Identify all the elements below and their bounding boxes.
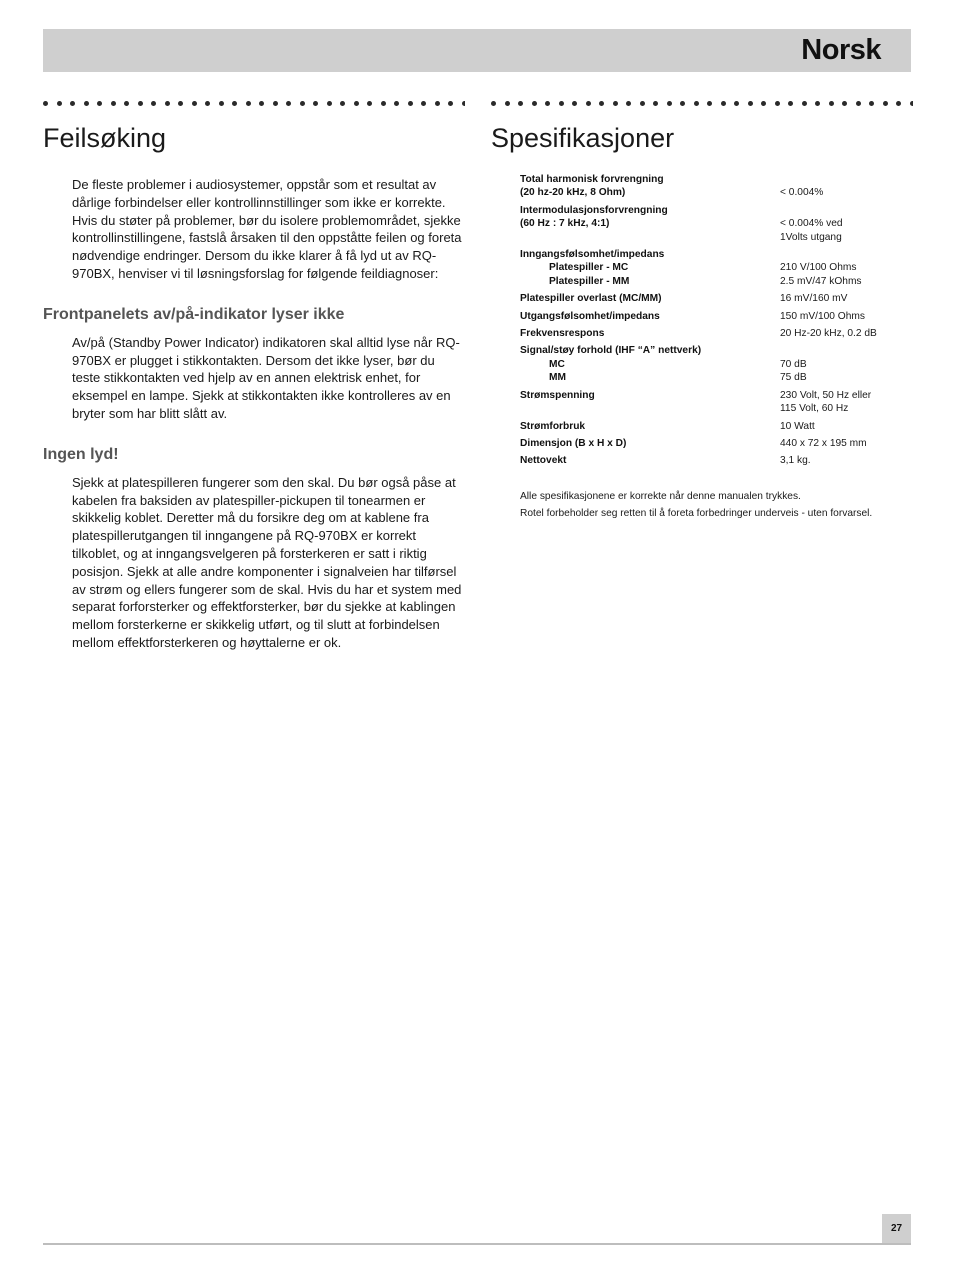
divider-dot: [300, 101, 305, 106]
spec-row: [520, 420, 912, 433]
spec-row: [520, 371, 912, 384]
spec-row: [520, 275, 912, 288]
divider-dot: [829, 101, 834, 106]
divider-dot: [462, 101, 466, 106]
divider-dot: [680, 101, 685, 106]
divider-dot: [97, 101, 102, 106]
divider-dot: [394, 101, 399, 106]
spec-label: (60 Hz : 7 kHz, 4:1): [520, 218, 610, 230]
divider-dot: [84, 101, 89, 106]
divider-dot: [259, 101, 264, 106]
spec-row: [520, 310, 912, 323]
spec-label: MC: [549, 358, 565, 370]
divider-dot: [408, 101, 413, 106]
divider-dot: [327, 101, 332, 106]
divider-dot: [910, 101, 914, 106]
language-title: Norsk: [801, 34, 881, 66]
divider-dot: [518, 101, 523, 106]
divider-dot: [354, 101, 359, 106]
divider-dot: [57, 101, 62, 106]
spec-row: [520, 186, 912, 199]
spec-label: Utgangsfølsomhet/impedans: [520, 310, 660, 322]
divider-dot: [599, 101, 604, 106]
spec-row: [520, 204, 912, 217]
spec-value: 230 Volt, 50 Hz eller: [780, 389, 872, 401]
spec-value: 115 Volt, 60 Hz: [780, 403, 849, 415]
spec-value: < 0.004% ved: [780, 218, 843, 230]
divider-dot: [151, 101, 156, 106]
spec-row: [520, 248, 912, 261]
spec-label: Total harmonisk forvrengning: [520, 174, 664, 185]
divider-dot: [775, 101, 780, 106]
divider-dot: [721, 101, 726, 106]
divider-dot: [707, 101, 712, 106]
spec-row: [520, 389, 912, 402]
spec-table: [520, 173, 912, 522]
spec-value: 20 Hz-20 kHz, 0.2 dB: [780, 328, 877, 340]
spec-value: 150 mV/100 Ohms: [780, 310, 865, 322]
spec-label: Frekvensrespons: [520, 328, 605, 340]
divider-dot: [381, 101, 386, 106]
spec-row: [520, 402, 912, 415]
spec-row: [520, 454, 912, 467]
divider-dot: [640, 101, 645, 106]
spec-label: Platespiller overlast (MC/MM): [520, 293, 662, 305]
spec-label: Dimensjon (B x H x D): [520, 437, 627, 449]
spec-row: [520, 173, 912, 186]
troubleshooting-title: Feilsøking: [43, 123, 167, 153]
divider-dot: [273, 101, 278, 106]
spec-row: [520, 231, 912, 244]
spec-label: [520, 231, 775, 244]
spec-value: 70 dB: [780, 358, 807, 370]
troubleshooting-column: [43, 122, 463, 652]
divider-dot: [111, 101, 116, 106]
divider-dot: [165, 101, 170, 106]
divider-dot: [532, 101, 537, 106]
divider-dot: [856, 101, 861, 106]
spec-note-accuracy: Alle spesifikasjonene er korrekte når denne manualen trykkes.: [520, 490, 801, 502]
divider-dot: [205, 101, 210, 106]
spec-label: Strømspenning: [520, 389, 595, 401]
spec-label: Intermodulasjonsforvrengning: [520, 204, 668, 216]
spec-note-disclaimer: Rotel forbeholder seg retten til å foreta forbedringer underveis - uten forvarsel.: [520, 507, 873, 519]
divider-dot: [734, 101, 739, 106]
divider-dot: [219, 101, 224, 106]
divider-dot: [192, 101, 197, 106]
divider-dot: [545, 101, 550, 106]
spec-row: [520, 261, 912, 274]
spec-row: [520, 437, 912, 450]
divider-dot: [748, 101, 753, 106]
divider-dot: [124, 101, 129, 106]
divider-dot: [667, 101, 672, 106]
divider-dot: [761, 101, 766, 106]
divider-dot: [286, 101, 291, 106]
divider-dot: [340, 101, 345, 106]
spec-value: < 0.004%: [780, 187, 824, 199]
spec-value: 1Volts utgang: [780, 231, 842, 243]
divider-dot: [178, 101, 183, 106]
spec-value: 3,1 kg.: [780, 455, 811, 467]
divider-dot: [613, 101, 618, 106]
divider-dot: [802, 101, 807, 106]
spec-label: [520, 402, 775, 415]
divider-dot: [842, 101, 847, 106]
spec-label: Nettovekt: [520, 455, 567, 467]
divider-dot: [435, 101, 440, 106]
page-number-box: [882, 1214, 911, 1244]
section-heading-power-indicator: Frontpanelets av/på-indikator lyser ikke: [43, 305, 345, 323]
section-heading-no-sound: Ingen lyd!: [43, 445, 119, 463]
spec-value: 16 mV/160 mV: [780, 293, 848, 305]
spec-value: 210 V/100 Ohms: [780, 262, 857, 274]
divider-dot: [586, 101, 591, 106]
divider-dot: [694, 101, 699, 106]
divider-dot: [815, 101, 820, 106]
spec-value: 75 dB: [780, 372, 807, 384]
language-header-bar: [43, 29, 911, 72]
divider-dot: [367, 101, 372, 106]
spec-value: 10 Watt: [780, 420, 815, 432]
divider-dot: [43, 101, 48, 106]
troubleshooting-intro: De fleste problemer i audiosystemer, oppstår som et resultat av dårlige forbindelser eller kontrollinnstillinger som ikke er korrekte. Hvis du støter på problemer, bør du isolere problemområdet, sjekke kontrollinstillingene, fastslå årsaken til den oppståtte feilen og foreta nødvendige endringer. Dersom du ikke klarer å få lyd ut av RQ-970BX, henviser vi til løsningsforslag for følgende feildiagnoser:: [72, 177, 462, 281]
divider-dot: [896, 101, 901, 106]
spec-row: [520, 217, 912, 230]
spec-label: Inngangsfølsomhet/impedans: [520, 249, 665, 261]
spec-value: 2.5 mV/47 kOhms: [780, 275, 862, 287]
divider-dot: [883, 101, 888, 106]
dotted-divider-right: [491, 98, 913, 108]
specifications-title: Spesifikasjoner: [491, 123, 675, 153]
divider-dot: [653, 101, 658, 106]
divider-dot: [788, 101, 793, 106]
spec-row: [520, 292, 912, 305]
divider-dot: [572, 101, 577, 106]
divider-dot: [70, 101, 75, 106]
divider-dot: [138, 101, 143, 106]
divider-dot: [505, 101, 510, 106]
divider-dot: [559, 101, 564, 106]
spec-row: [520, 327, 912, 340]
spec-row: [520, 344, 912, 357]
footer-rule: [43, 1243, 911, 1245]
page-number: 27: [890, 1223, 903, 1234]
divider-dot: [313, 101, 318, 106]
spec-value: 440 x 72 x 195 mm: [780, 437, 867, 449]
section-text-power-indicator: Av/på (Standby Power Indicator) indikatoren skal alltid lyse når RQ-970BX er plugget i stikkontakten. Dersom det ikke lyser, bør du teste stikkontakten ved hjelp av en annen elektrisk enhet, for eksempel en lampe. Sjekk at stikkontakten ikke kontrolleres av en bryter som har blitt slått av.: [72, 334, 460, 421]
spec-row: [520, 358, 912, 371]
divider-dot: [869, 101, 874, 106]
divider-dot: [448, 101, 453, 106]
spec-label: MM: [549, 372, 566, 384]
specifications-column: [491, 122, 911, 519]
spec-label: Strømforbruk: [520, 420, 586, 432]
section-text-no-sound: Sjekk at platespilleren fungerer som den skal. Du bør også påse at kabelen fra baksiden av platespiller-pickupen til tonearmen er skikkelig koblet. Deretter må du forsikre deg om at kablene fra platespillerutgangen til inngangene på RQ-970BX er korrekt tilkoblet, og at inngangsvelgeren på forsterkeren er satt i riktig posisjon. Sjekk at alle andre komponenter i signalveien har tilførsel av strøm og ellers fungerer som de skal. Hvis du har et system med separat forforsterker og effektforsterker, bør du sjekke at kablingen mellom forsterkerne er skikkelig utført, og til slutt at forbindelsen mellom effektforsterkeren og høyttalerne er ok.: [72, 474, 462, 650]
divider-dot: [246, 101, 251, 106]
divider-dot: [491, 101, 496, 106]
spec-label: Signal/støy forhold (IHF “A” nettverk): [520, 345, 702, 357]
dotted-divider-left: [43, 98, 465, 108]
spec-label: (20 hz-20 kHz, 8 Ohm): [520, 187, 626, 199]
spec-label: Platespiller - MC: [549, 262, 629, 274]
spec-label: Platespiller - MM: [549, 275, 630, 287]
divider-dot: [232, 101, 237, 106]
divider-dot: [626, 101, 631, 106]
divider-dot: [421, 101, 426, 106]
